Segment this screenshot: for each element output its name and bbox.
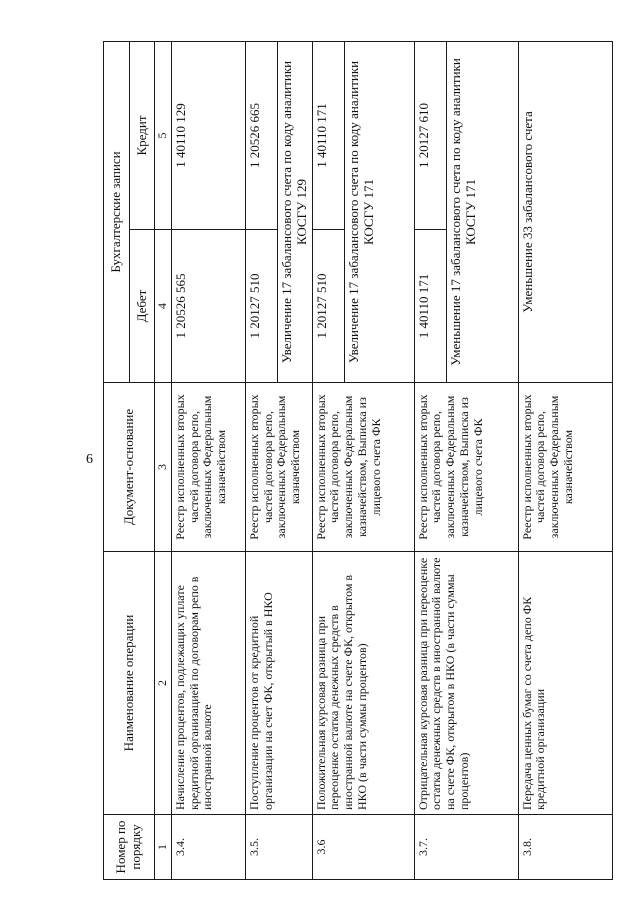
header-credit: Кредит [130,41,155,229]
header-entries: Бухгалтерские записи [104,41,130,382]
row-name: Отрицательная курсовая разница при переоценке остатка денежных средств в иностранной валюте на счете ФК, открытом в НКО (в части суммы процентов) [414,552,518,815]
table-row [171,41,245,879]
row-note: Уменьшение 17 забалансового счета по коду аналитики КОСГУ 171 [446,41,518,382]
page-number: 6 [86,452,93,467]
row-credit: 1 20526 665 [245,41,277,229]
row-credit: 1 20127 610 [414,41,446,229]
header-doc: Документ-основание [104,383,155,552]
row-debit: 1 40110 171 [414,230,446,383]
table-row [312,41,344,879]
header-debit: Дебет [130,230,155,383]
col-number: 4 [155,230,172,383]
table-row [245,41,277,879]
row-name: Положительная курсовая разница при переоценке остатка денежных средств в иностранной валюте на счете ФК, открытом в НКО (в части суммы процентов) [312,552,414,815]
row-name: Начисление процентов, подлежащих уплате кредитной организацией по договорам репо в иностранной валюте [171,552,245,815]
rotated-table-container [103,42,606,880]
row-doc: Реестр исполненных вторых частей договора репо, заключенных Федеральным казначейством, Выписка из лицевого счета ФК [414,383,518,552]
row-num: 3.7. [414,815,518,880]
row-num: 3.4. [171,815,245,880]
row-note: Увеличение 17 забалансового счета по коду аналитики КОСГУ 171 [344,41,414,382]
row-num: 3.6 [312,815,414,880]
col-number: 3 [155,383,172,552]
operations-table [103,41,613,880]
row-debit: 1 20127 510 [245,230,277,383]
row-num: 3.8. [518,815,612,880]
row-credit: 1 40110 171 [312,41,344,229]
row-debit: 1 20526 565 [171,230,245,383]
col-number: 2 [155,552,172,815]
col-number: 1 [155,815,172,880]
row-doc: Реестр исполненных вторых частей договора репо, заключенных Федеральным казначейством, Выписка из лицевого счета ФК [312,383,414,552]
col-number: 5 [155,41,172,229]
table-row [414,41,446,879]
row-num: 3.5. [245,815,312,880]
row-credit: 1 40110 129 [171,41,245,229]
row-note: Уменьшение 33 забалансового счета [518,41,612,382]
row-doc: Реестр исполненных вторых частей договора репо, заключенных Федеральным казначейством [171,383,245,552]
table-row [518,41,612,879]
header-num: Номер по порядку [104,815,155,880]
row-name: Поступление процентов от кредитной организации на счет ФК, открытый в НКО [245,552,312,815]
row-note: Увеличение 17 забалансового счета по коду аналитики КОСГУ 129 [277,41,312,382]
row-debit: 1 20127 510 [312,230,344,383]
header-name: Наименование операции [104,552,155,815]
row-doc: Реестр исполненных вторых частей договора репо, заключенных Федеральным казначейством [518,383,612,552]
row-doc: Реестр исполненных вторых частей договора репо, заключенных Федеральным казначейством [245,383,312,552]
row-name: Передача ценных бумаг со счета депо ФК кредитной организации [518,552,612,815]
